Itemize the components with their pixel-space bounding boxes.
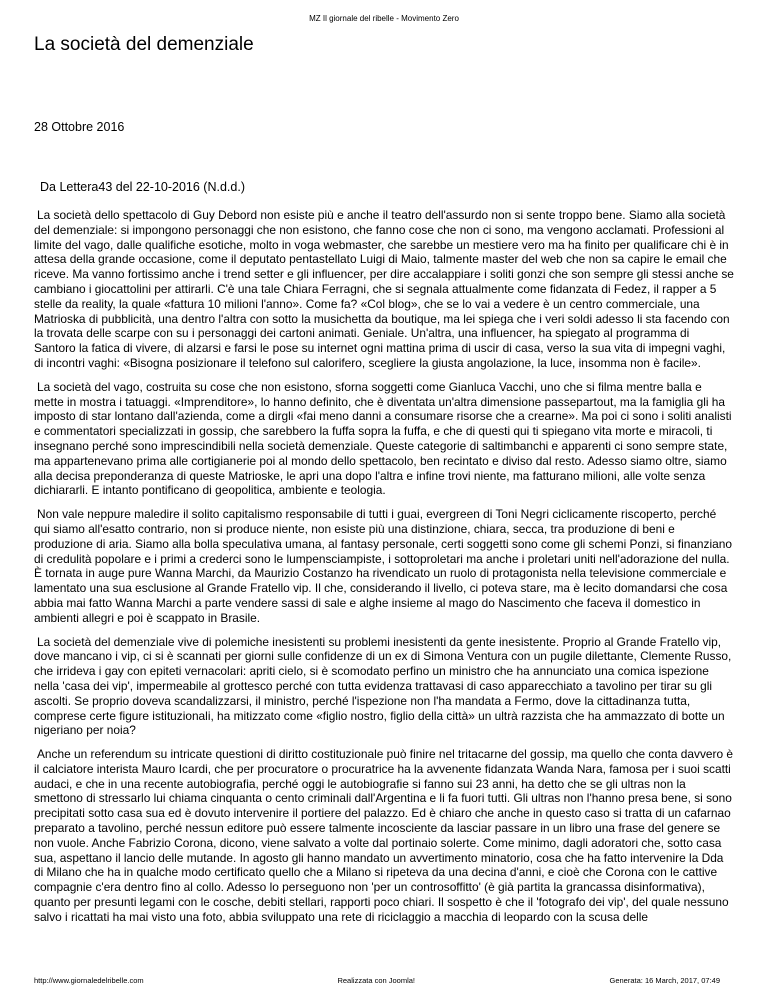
paragraph: Non vale neppure maledire il solito capitalismo responsabile di tutti i guai, evergreen di Toni Negri ciclicamente riscoperto, perché qui siamo all'esatto contrario, non si produce niente, non esiste più una distinzione, chiara, secca, tra produzione di beni e produzione di aria. Siamo alla bolla speculativa umana, al fantasy personale, certi soggetti sono come gli schemi Ponzi, si finanziano di credulità popolare e i primi a crederci sono le lumpensciampiste, i sottoproletari ma anche i proletari uniti nell'adorazione del nulla. È tornata in auge pure Wanna Marchi, da Maurizio Costanzo ha rivendicato un ruolo di protagonista nella televisione commerciale e lamentato una sua esclusione al Grande Fratello vip. Il che, considerando il livello, ci poteva stare, ma è lecito domandarsi che cosa abbia mai fatto Wanna Marchi a parte vendere sassi di sale e alghe insieme al mago do Nascimento che faceva il domestico in ambienti allegri e poi è scappato in Brasile.	[34, 507, 732, 625]
page-footer	[34, 976, 734, 985]
article-date: 28 Ottobre 2016	[34, 120, 125, 134]
article-body	[34, 208, 734, 934]
paragraph: La società del demenziale vive di polemiche inesistenti su problemi inesistenti da gente inesistente. Proprio al Grande Fratello vip, dove mancano i vip, ci si è scannati per giorni sulle confidenze di un ex di Simona Ventura con un pugile dilettante, Clemente Russo, che irrideva i gay con epiteti vernacolari: apriti cielo, si è scomodato perfino un ministro che ha annunciato una comica ispezione nella 'casa dei vip', impermeabile al grottesco perché con tutta evidenza trattavasi di caso apparecchiato a tavolino per tirar su gli ascolti. Se proprio doveva scandalizzarsi, il ministro, perché l'ispezione non l'ha mandata a Fermo, dove la cittadinanza tutta, comprese certe figure istituzionali, ha mitizzato come «figlio nostro, figlio della città» un ultrà razzista che ha ammazzato di botte un nigeriano per noia?	[34, 634, 732, 738]
footer-generated: Generata: 16 March, 2017, 07:49	[609, 976, 720, 985]
article-source: Da Lettera43 del 22-10-2016 (N.d.d.)	[40, 180, 245, 194]
paragraph: La società dello spettacolo di Guy Debord non esiste più e anche il teatro dell'assurdo non si sente troppo bene. Siamo alla società del demenziale: si impongono personaggi che non esistono, che fanno cose che non ci sono, ma vengono acclamati. Professioni al limite del vago, dalle qualifiche esotiche, molto in voga webmaster, che sarebbe un mestiere vero ma ha finito per qualificare chi è in attesa della grande occasione, come il deputato pentastellato Luigi di Maio, talmente master del web che non sa capire le email che riceve. Ma vanno fortissimo anche i trend setter e gli influencer, per dire accalappiare i soliti gonzi che son sempre gli stessi anche se cambiano i giocattolini per attirarli. C'è una tale Chiara Ferragni, che si segnala attualmente come fidanzata di Fedez, il rapper a 5 stelle da reality, la quale «fattura 10 milioni l'anno». Come fa? «Col blog», che se lo vai a vedere è un centro commerciale, una Matrioska di pubblicità, una dentro l'altra con sotto la musichetta da boutique, ma lei spiega che i veri soldi adesso li sta facendo con la trovata delle scarpe con su i personaggi dei cartoni animati. Geniale. Un'altra, una influencer, ha spiegato al programma di Santoro la fatica di vivere, di alzarsi e farsi le pose su internet ogni mattina prima di uscir di casa, verso la sua vita di impegni vaghi, di incontri vaghi: «Bisogna posizionare il telefono sul calorifero, scegliere la giusta angolazione, la luce, insomma non è facile».	[34, 208, 734, 370]
paragraph: La società del vago, costruita su cose che non esistono, sforna soggetti come Gianluca Vacchi, uno che si filma mentre balla e mette in mostra i tatuaggi. «Imprenditore», lo hanno definito, che è diventata un'altra dimensione passepartout, ma la famiglia gli ha imposto di star lontano dall'azienda, come a dirgli «fai meno danni a consumare risorse che a crearne». Ma poi ci sono i soliti analisti e commentatori specializzati in gossip, che sarebbero la fuffa sopra la fuffa, e che di questi qui ti spiegano vita morte e miracoli, ti insegnano perché sono imprescindibili nella società demenziale. Queste categorie di saltimbanchi e apparenti ci sono sempre state, ma appartenevano prima alle cortigianerie poi al mondo dello spettacolo, ben recintato e diviso dal resto. Adesso siamo oltre, siamo alla decisa preponderanza di queste Matrioske, le apri una dopo l'altra e infine trovi niente, ma fatturano milioni, alle volte senza dichiararli. E intanto pontificano di geopolitica, ambiente e teologia.	[34, 379, 732, 498]
page-header: MZ Il giornale del ribelle - Movimento Zero	[309, 14, 459, 23]
paragraph: Anche un referendum su intricate questioni di diritto costituzionale può finire nel tritacarne del gossip, ma quello che conta davvero è il calciatore interista Mauro Icardi, che per procuratore o procuratrice ha la avvenente fidanzata Wanda Nara, famosa per i suoi scatti audaci, e che in una recente autobiografia, perché oggi le autobiografie si fanno sui 23 anni, ha detto che se gli ultras non la smettono di stressarlo lui chiama cinquanta o cento criminali dall'Argentina e li fa fuori tutti. Gli ultras non l'hanno presa bene, si sono precipitati sotto casa sua ed è dovuto intervenire il portiere del palazzo. Ed è chiaro che anche in questo caso si tratta di un cafarnao preparato a tavolino, perché nessun editore può essere talmente incosciente da lasciar passare in un libro una frase del genere se non vuole. Anche Fabrizio Corona, dicono, viene salvato a volte dal portinaio solerte. Come minimo, dagli adoratori che, sotto casa sua, aspettano il lancio delle mutande. In agosto gli hanno mandato un avvertimento minatorio, cosa che ha fatto intervenire la Dda di Milano che ha in qualche modo certificato quello che a Milano si ripeteva da una decina d'anni, e cioè che Corona con le cattive compagnie c'era dentro fino al collo. Adesso lo perseguono non 'per un controsoffitto' (è già partita la grancassa disinformativa), quanto per presunti legami con le cosche, debiti stellari, rapporti poco chiari. Il sospetto è che il 'fotografo dei vip', del quale nessuno salvo i ricattati ha mai visto una foto, abbia sviluppato una rete di riciclaggio a macchia di leopardo con la scusa delle	[34, 747, 734, 924]
footer-credit: Realizzata con Joomla!	[337, 976, 416, 985]
footer-url[interactable]: http://www.giornaledelribelle.com	[34, 976, 144, 985]
article-title: La società del demenziale	[34, 34, 254, 55]
